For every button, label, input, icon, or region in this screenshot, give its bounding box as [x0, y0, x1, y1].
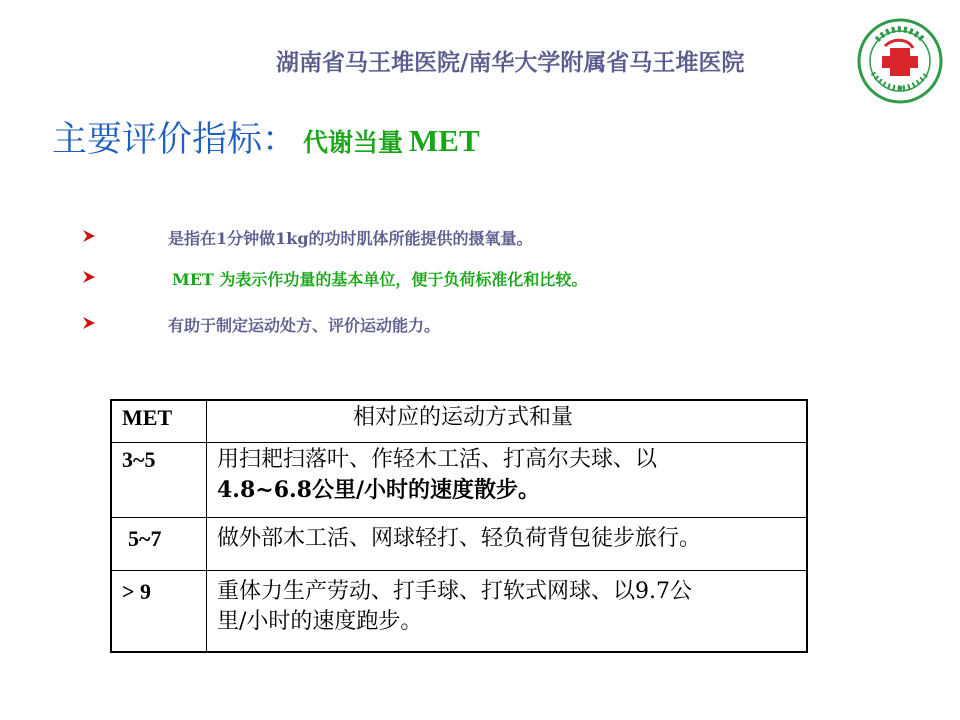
bullet-item: [82, 226, 902, 248]
met-value: 3~5: [111, 443, 207, 518]
met-activity-table: [110, 399, 808, 653]
title-colon: ：: [262, 120, 298, 160]
activity-line: 里/小时的速度跑步。: [217, 609, 423, 634]
header-met: MET: [111, 400, 207, 443]
arrow-bullet-icon: [82, 270, 96, 284]
table-row: [111, 518, 807, 571]
bullet-item: [82, 313, 902, 335]
title-subtitle: 代谢当量: [303, 128, 404, 157]
bullet-text: 有助于制定运动处方、评价运动能力。: [168, 316, 441, 335]
title-main: 主要评价指标: [52, 120, 263, 160]
activity-line: 重体力生产劳动、打手球、打软式网球、以9.7公: [217, 579, 692, 604]
met-value: > 9: [111, 571, 207, 653]
activity-line: 用扫耙扫落叶、作轻木工活、打高尔夫球、以: [217, 447, 658, 472]
activity-line: 4.8~6.8公里/小时的速度散步。: [217, 477, 541, 503]
activity-cell: [207, 571, 808, 653]
met-value: 5~7: [111, 518, 207, 571]
hospital-name: 湖南省马王堆医院/南华大学附属省马王堆医院: [276, 49, 745, 76]
bullet-text: MET 为表示作功量的基本单位，便于负荷标准化和比较。: [172, 270, 588, 289]
table-row: [111, 571, 807, 653]
arrow-bullet-icon: [82, 229, 96, 243]
table-row: [111, 443, 807, 518]
activity-line: 做外部木工活、网球轻打、轻负荷背包徒步旅行。: [217, 526, 702, 551]
header-activity: 相对应的运动方式和量: [207, 400, 808, 443]
bullet-text: 是指在1分钟做1kg的功时肌体所能提供的摄氧量。: [168, 229, 533, 248]
activity-cell: [207, 443, 808, 518]
activity-cell: [207, 518, 808, 571]
slide-title: [52, 112, 480, 162]
bullet-item: [82, 267, 902, 289]
table-header-row: [111, 400, 807, 443]
arrow-bullet-icon: [82, 316, 96, 330]
title-met: MET: [409, 123, 480, 158]
hospital-logo-icon: [855, 18, 945, 104]
